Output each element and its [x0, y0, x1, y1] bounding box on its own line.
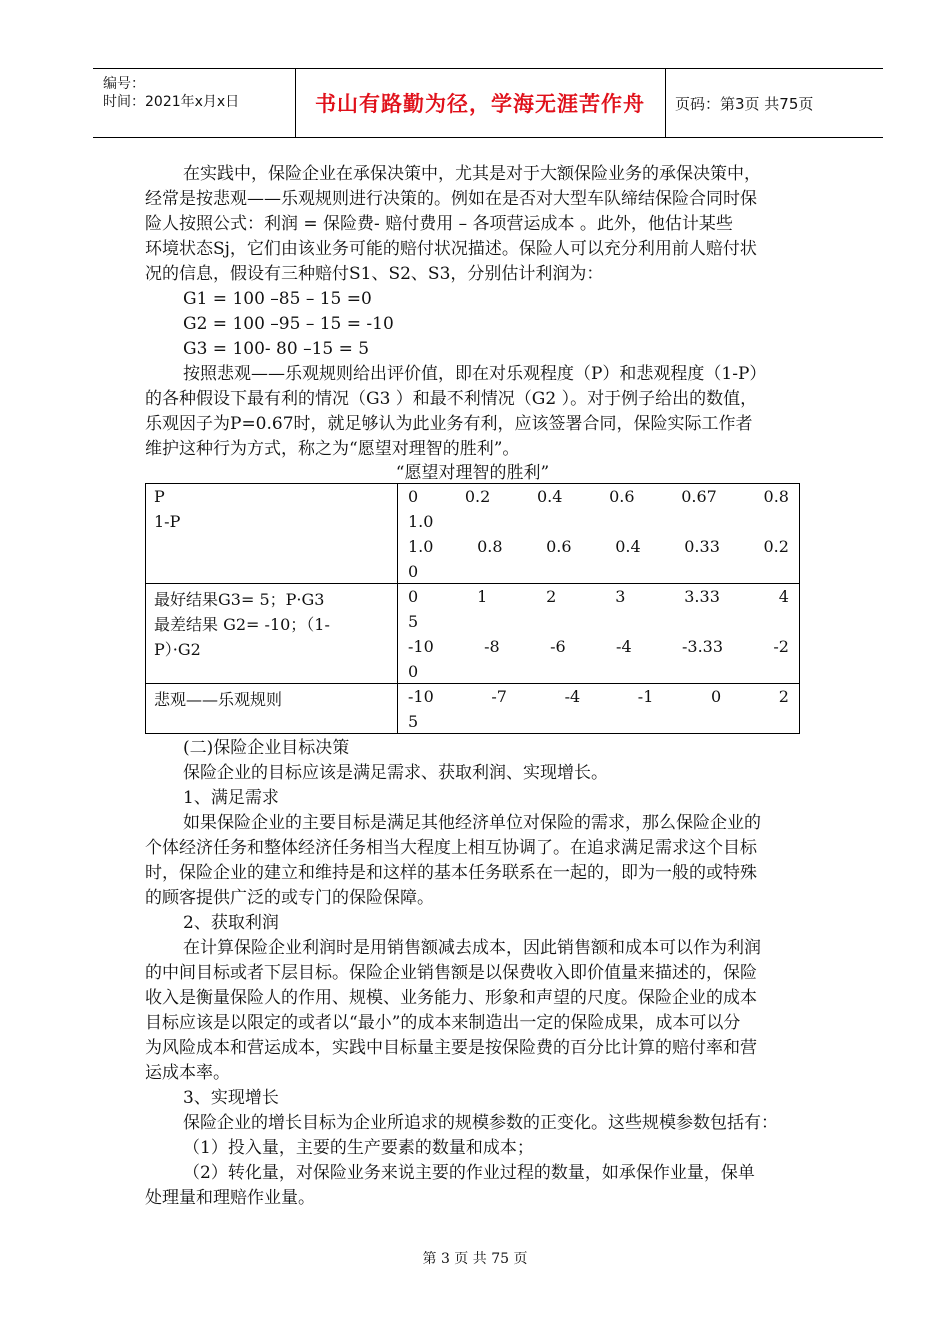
text-line: 保险企业的目标应该是满足需求、获取利润、实现增长。 [183, 763, 608, 783]
text-line: 在实践中，保险企业在承保决策中，尤其是对于大额保险业务的承保决策中， [183, 164, 761, 184]
worst-values-row [408, 637, 789, 656]
table-cell-label [146, 684, 398, 734]
value: 0.4 [615, 537, 641, 556]
text-line: 的顾客提供广泛的或专门的保险保障。 [145, 888, 434, 908]
decision-table [145, 483, 800, 734]
text-line: 保险企业的增长目标为企业所追求的规模参数的正变化。这些规模参数包括有： [183, 1113, 778, 1133]
table-cell-label [146, 584, 398, 684]
table-row [146, 484, 800, 584]
text-line: （2）转化量，对保险业务来说主要的作业过程的数量，如承保作业量，保单 [183, 1163, 755, 1183]
text-line: 个体经济任务和整体经济任务相当大程度上相互协调了。在追求满足需求这个目标 [145, 838, 757, 858]
text-line: 经常是按悲观——乐观规则进行决策的。例如在是否对大型车队缔结保险合同时保 [145, 189, 757, 209]
value: 1.0 [408, 512, 434, 531]
p-values-row [408, 487, 789, 506]
table-cell-values [398, 584, 800, 684]
value: 0.6 [609, 487, 635, 506]
value: 0.33 [684, 537, 720, 556]
text-line: 处理量和理赔作业量。 [145, 1188, 315, 1208]
table-cell-values [398, 684, 800, 734]
value: 0.8 [763, 487, 789, 506]
value: 3.33 [684, 587, 720, 606]
formula-g1: G1 = 100 –85 – 15 =0 [183, 289, 372, 309]
value: 0.4 [536, 487, 563, 506]
text-line: 在计算保险企业利润时是用销售额减去成本，因此销售额和成本可以作为利润 [183, 938, 761, 958]
table-cell-label [146, 484, 398, 584]
subsection-title: 3、实现增长 [183, 1088, 279, 1108]
rule-values-row [408, 687, 789, 706]
number-label: 编号： [103, 76, 145, 92]
value: -10 [408, 637, 434, 656]
value: 0 [408, 562, 419, 581]
label-worst: 最差结果 G2= -10；（1- [154, 615, 330, 634]
subsection-title: 2、获取利润 [183, 913, 279, 933]
value: 3 [615, 587, 626, 606]
text-line: 维护这种行为方式，称之为“愿望对理智的胜利”。 [145, 439, 520, 459]
value: 0.2 [763, 537, 789, 556]
value: 0.6 [546, 537, 572, 556]
value: 0 [408, 662, 419, 681]
table-cell-values [398, 484, 800, 584]
value: -4 [564, 687, 581, 706]
label-1-p: 1-P [154, 512, 181, 531]
label-worst-cont: P）·G2 [154, 640, 201, 659]
text-line: 况的信息，假设有三种赔付S1、S2、S3，分别估计利润为： [145, 264, 604, 284]
header-meta [93, 69, 296, 137]
value: 0 [408, 587, 419, 606]
formula-g2: G2 = 100 –95 – 15 = -10 [183, 314, 394, 334]
text-line: 的中间目标或者下层目标。保险企业销售额是以保费收入即价值量来描述的，保险 [145, 963, 757, 983]
page-header [93, 68, 883, 138]
text-line: 如果保险企业的主要目标是满足其他经济单位对保险的需求，那么保险企业的 [183, 813, 761, 833]
value: 5 [408, 612, 419, 631]
best-values-row [408, 587, 789, 606]
value: -10 [408, 687, 434, 706]
label-best: 最好结果G3= 5；P·G3 [154, 590, 325, 609]
label-p: P [154, 487, 165, 506]
value: -6 [550, 637, 566, 656]
value: -3.33 [681, 637, 724, 656]
text-line: 环境状态Sj，它们由该业务可能的赔付状况描述。保险人可以充分利用前人赔付状 [145, 239, 757, 259]
value: 0 [408, 487, 419, 506]
q-values-row [408, 537, 789, 556]
value: 0.2 [464, 487, 491, 506]
value: 5 [408, 712, 419, 731]
value: 4 [778, 587, 789, 606]
table-row [146, 684, 800, 734]
time-label: 时间：2021年x月x日 [103, 94, 240, 110]
value: -8 [484, 637, 500, 656]
label-rule: 悲观——乐观规则 [154, 690, 283, 709]
value: 1 [477, 587, 488, 606]
value: 2 [778, 687, 789, 706]
page-footer: 第 3 页 共 75 页 [422, 1251, 528, 1267]
text-line: 目标应该是以限定的或者以“最小”的成本来制造出一定的保险成果，成本可以分 [145, 1013, 741, 1033]
text-line: （1）投入量，主要的生产要素的数量和成本； [183, 1138, 534, 1158]
text-line: 的各种假设下最有利的情况（G3 ）和最不利情况（G2 ）。对于例子给出的数值， [145, 389, 758, 409]
text-line: 收入是衡量保险人的作用、规模、业务能力、形象和声望的尺度。保险企业的成本 [145, 988, 757, 1008]
value: 2 [546, 587, 557, 606]
value: 0 [710, 687, 722, 706]
table-row [146, 584, 800, 684]
value: 0.67 [681, 487, 717, 506]
value: 0.8 [477, 537, 503, 556]
text-line: 乐观因子为P=0.67时，就足够认为此业务有利，应该签署合同，保险实际工作者 [145, 414, 753, 434]
text-line: 运成本率。 [145, 1063, 230, 1083]
value: 1.0 [408, 537, 434, 556]
text-line: 时，保险企业的建立和维持是和这样的基本任务联系在一起的，即为一般的或特殊 [145, 863, 757, 883]
value: -1 [637, 687, 654, 706]
text-line: 按照悲观——乐观规则给出评价值，即在对乐观程度（P）和悲观程度（1-P） [183, 364, 767, 384]
section-title: (二)保险企业目标决策 [183, 738, 350, 758]
text-line: 险人按照公式：利润 = 保险费- 赔付费用 – 各项营运成本 。此外，他估计某些 [145, 214, 733, 234]
subsection-title: 1、满足需求 [183, 788, 279, 808]
value: -4 [616, 637, 632, 656]
formula-g3: G3 = 100- 80 –15 = 5 [183, 339, 370, 359]
table-caption: “愿望对理智的胜利” [395, 463, 550, 483]
text-line: 为风险成本和营运成本，实践中目标量主要是按保险费的百分比计算的赔付率和营 [145, 1038, 757, 1058]
value: -2 [773, 637, 789, 656]
value: -7 [491, 687, 507, 706]
header-page-label: 页码：第3页 共75页 [675, 95, 814, 113]
header-motto: 书山有路勤为径，学海无涯苦作舟 [295, 69, 666, 137]
